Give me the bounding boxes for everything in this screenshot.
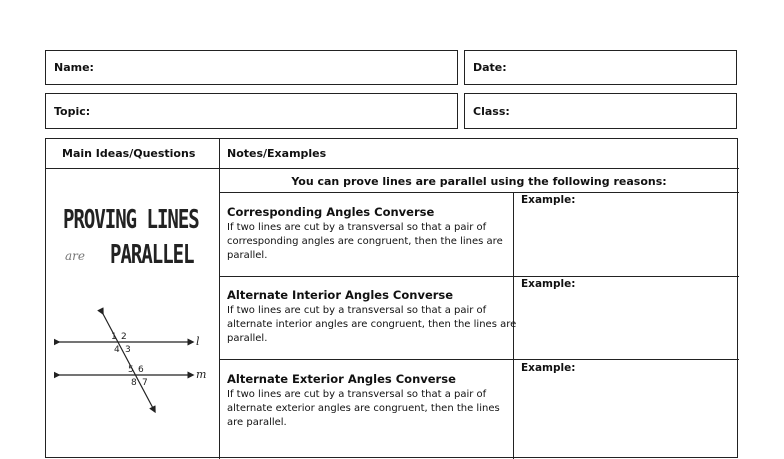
angle-1: 1: [111, 332, 117, 342]
label-l: l: [196, 335, 200, 348]
cornell-notes-table: [45, 138, 738, 458]
theorem-body: If two lines are cut by a transversal so that a pair of corresponding angles are congruent, then the lines are parallel.: [227, 222, 503, 261]
theorem-title: Alternate Interior Angles Converse: [227, 288, 454, 302]
theorem-body: If two lines are cut by a transversal so that a pair of alternate interior angles are congruent, then the lines are parallel.: [227, 305, 517, 344]
column-divider: [219, 139, 220, 459]
example-label: Example:: [521, 194, 576, 206]
label-m: m: [196, 368, 207, 381]
theorem-corresponding: [227, 205, 517, 263]
theorem-alternate-exterior: [227, 372, 517, 430]
angle-2: 2: [121, 332, 127, 342]
title-line-2: PARALLEL: [110, 240, 194, 270]
angle-3: 3: [125, 345, 131, 355]
main-ideas-header: Main Ideas/Questions: [62, 147, 196, 160]
name-label: Name:: [54, 61, 94, 74]
row-divider-1: [219, 276, 739, 277]
theorem-alternate-interior: [227, 288, 517, 346]
topic-field[interactable]: [45, 93, 458, 129]
title-are: are: [65, 249, 85, 263]
intro-text: You can prove lines are parallel using the following reasons:: [291, 175, 667, 188]
parallel-lines-figure: [54, 307, 214, 417]
topic-label: Topic:: [54, 104, 91, 118]
name-field[interactable]: [45, 50, 458, 85]
notes-header: Notes/Examples: [227, 147, 327, 160]
date-label: Date:: [473, 61, 507, 74]
date-field[interactable]: [464, 50, 737, 85]
class-field[interactable]: [464, 93, 737, 129]
class-label: Class:: [473, 104, 510, 118]
example-label: Example:: [521, 362, 576, 374]
angle-4: 4: [114, 345, 120, 355]
theorem-body: If two lines are cut by a transversal so that a pair of alternate exterior angles are congruent, then the lines are parallel.: [227, 389, 500, 428]
angle-8: 8: [131, 378, 137, 388]
header-divider: [46, 168, 739, 169]
angle-6: 6: [138, 365, 144, 375]
theorem-title: Alternate Exterior Angles Converse: [227, 372, 456, 386]
row-divider-2: [219, 359, 739, 360]
transversal: [102, 312, 154, 410]
angle-7: 7: [142, 378, 148, 388]
title-line-1: PROVING LINES: [63, 205, 199, 235]
angle-5: 5: [128, 365, 134, 375]
example-label: Example:: [521, 278, 576, 290]
intro-divider: [219, 192, 739, 193]
theorem-title: Corresponding Angles Converse: [227, 205, 435, 219]
